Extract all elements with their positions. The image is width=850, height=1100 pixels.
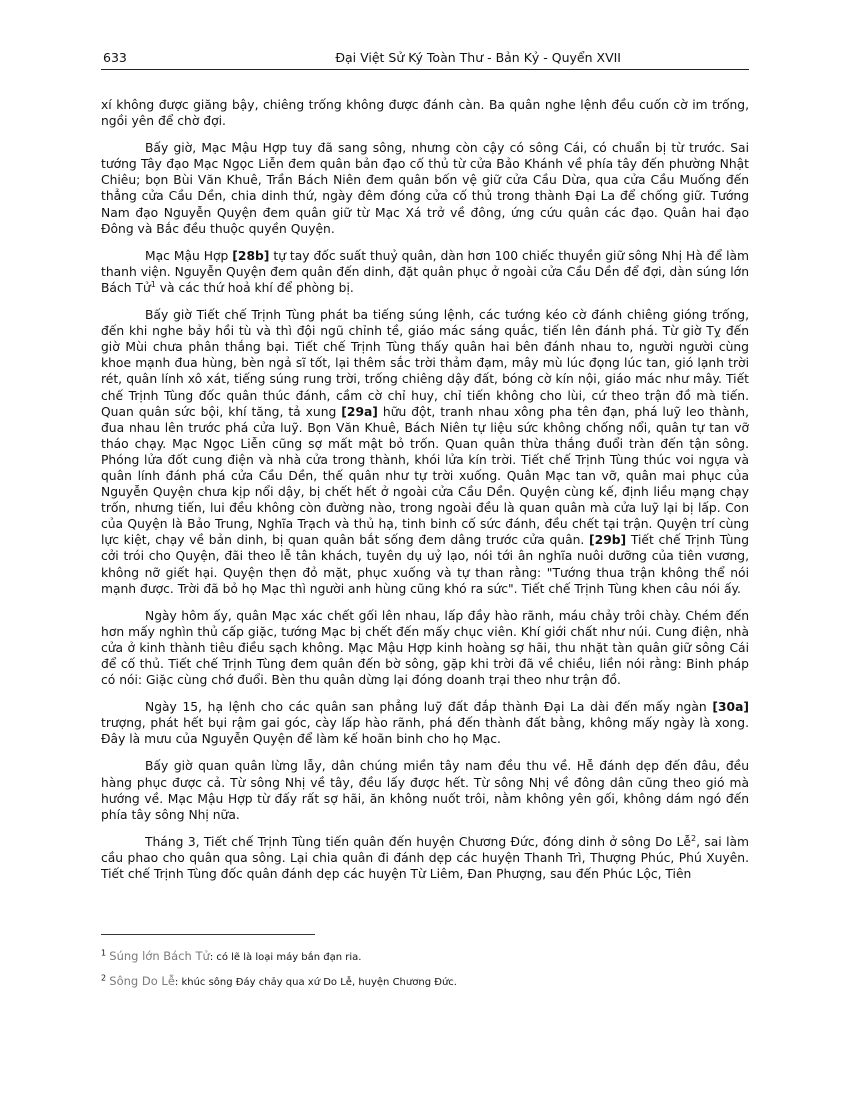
text-run: Bấy giờ, Mạc Mậu Hợp tuy đã sang sông, nhưng còn cậy có sông Cái, có chuẩn bị từ trước. Sai tướng Tây đạo Mạc Ngọc Liễn đem quân bản đạo cố thủ từ cửa Bảo Khánh về phía tây đến phường Nhật Chiêu; bọn Bùi Văn Khuê, Trần Bách Niên đem quân bốn vệ giữ cửa Cầu Dừa, qua cửa Cầu Muống đến thẳng cửa Cầu Dền, chia dinh thứ, ngày đêm đóng cửa cố thủ trong thành Đại La để chống giữ. Tướng Nam đạo Nguyễn Quyện đem quân giữ từ Mạc Xá trở về đông, ứng cứu quân các đạo. Quân hai đạo Đông và Bắc đều thuộc quyền Quyện. [101, 141, 749, 236]
paragraph [101, 608, 749, 688]
folio-marker: [29b] [589, 533, 627, 548]
text-run: Ngày 15, hạ lệnh cho các quân san phẳng luỹ đất đắp thành Đại La dài đến mấy ngàn [145, 700, 713, 715]
body-text [101, 97, 749, 893]
footnote-text: : khúc sông Đáy chảy qua xứ Do Lễ, huyện Chương Đức. [174, 977, 457, 988]
text-run: trượng, phát hết bụi rậm gai góc, cày lấp hào rãnh, phá đến thành đất bằng, không mấy ngày là xong. Đây là mưu của Nguyễn Quyện để làm kế hoãn binh cho họ Mạc. [101, 716, 749, 747]
footnote-ref[interactable]: 2 [690, 833, 697, 843]
paragraph [101, 834, 749, 882]
footnote-term: Súng lớn Bách Tử [109, 949, 210, 963]
folio-marker: [29a] [341, 404, 378, 419]
running-title: Đại Việt Sử Ký Toàn Thư - Bản Kỷ - Quyển XVII [335, 50, 621, 65]
text-run: và các thứ hoả khí để phòng bị. [155, 280, 354, 295]
paragraph [101, 758, 749, 822]
footnote-term: Sông Do Lễ [109, 974, 175, 988]
text-run: Bấy giờ quan quân lừng lẫy, dân chúng miền tây nam đều thu về. Hễ đánh dẹp đến đâu, đều hàng phục được cả. Từ sông Nhị về tây, đều lấy được hết. Từ sông Nhị về đông dân cũng theo gió mà hướng về. Mạc Mậu Hợp từ đấy rất sợ hãi, ăn không nuốt trôi, nằm không yên gối, không dám ngó đến phía tây sông Nhị nữa. [101, 759, 749, 822]
folio-marker: [28b] [232, 248, 270, 263]
footnote [101, 975, 749, 989]
text-run: Bấy giờ Tiết chế Trịnh Tùng phát ba tiếng súng lệnh, các tướng kéo cờ đánh chiêng gióng trống, đến khi nghe bảy hồi tù và thì đội ngũ chỉnh tề, giáo mác sáng quắc, tiến lên đánh phá. Từ giờ Tỵ đến giờ Mùi chưa phân thắng bại. Tiết chế Trịnh Tùng thấy quân hai bên đánh nhau to, người người cùng khoe mạnh đua hùng, bèn ngả sĩ tốt, lại thêm sắc trời thảm đạm, mây mù lúc đọng lúc tan, gió lạnh trời rét, quân lính xô xát, tiếng súng rung trời, trống chiêng dậy đất, bóng cờ kín nội, giáo mác như mây. Tiết chế Trịnh Tùng đốc quân thúc đánh, cầm cờ chỉ huy, chỉ tiến không cho lùi, cứ theo trận đồ mà tiến. Quan quân sức bội, khí tăng, tả xung [101, 308, 749, 419]
text-run: xí không được giăng bậy, chiêng trống không được đánh càn. Ba quân nghe lệnh đều cuốn cờ im trống, ngồi yên để chờ đợi. [101, 98, 749, 129]
paragraph [101, 248, 749, 296]
text-run: hữu đột, tranh nhau xông pha tên đạn, phá luỹ leo thành, đua nhau lên trước phá cửa luỹ. Bọn Văn Khuê, Bách Niên tự liệu sức không chống nổi, quân tự tan vỡ tháo chạy. Mạc Ngọc Liễn cũng sợ mất mật bỏ trốn. Quan quân thừa thắng đuổi tràn đến tận sông. Phóng lửa đốt cung điện và nhà cửa trong thành, khói lửa kín trời. Tiết chế Trịnh Tùng thúc voi ngựa và quân lính đánh phá cửa Cầu Dền, thế quân như tự trời xuống. Quân Mạc tan vỡ, quân mai phục của Nguyễn Quyện chưa kịp nổi dậy, bị chết hết ở ngoài cửa Cầu Dền. Quyện cùng kế, định liều mạng chạy trốn, nhưng tiến, lui đều không còn đường nào, trong ngoài đều là quan quân mà cửa luỹ lại bị lấp. Con của Quyện là Bảo Trung, Nghĩa Trạch và thủ hạ, tinh binh cố sức đánh, đều chết tại trận. Quyện trí cùng lực kiệt, chạy về bản dinh, bị quan quân bắt sống đem dâng trước cửa quân. [101, 404, 750, 548]
text-run: tự tay đốc suất thuỷ quân, dàn hơn 100 chiếc thuyền giữ sông Nhị Hà để làm thanh viện. Nguyễn Quyện đem quân đến dinh, đặt quân phục ở ngoài cửa Cầu Dền để đợi, dàn súng lớn Bách Tử [101, 248, 749, 295]
footnote-mark: 1 [101, 948, 107, 958]
paragraph [101, 97, 749, 129]
footnotes [101, 950, 749, 1000]
text-run: , sai làm cầu phao cho quân qua sông. Lại chia quân đi đánh dẹp các huyện Thanh Trì, Thượng Phúc, Phú Xuyên. Tiết chế Trịnh Tùng đốc quân đánh dẹp các huyện Từ Liêm, Đan Phượng, sau đến Phúc Lộc, Tiên [101, 834, 750, 882]
folio-marker: [30a] [712, 700, 749, 715]
footnote-mark: 2 [101, 973, 107, 983]
text-run: Ngày hôm ấy, quân Mạc xác chết gối lên nhau, lấp đầy hào rãnh, máu chảy trôi chày. Chém đến hơn mấy nghìn thủ cấp giặc, tướng Mạc bị chết đến mấy chục viên. Khí giới chất như núi. Cung điện, nhà cửa ở kinh thành tiêu điều sạch không. Mạc Mậu Hợp kinh hoàng sợ hãi, thu nhặt tàn quân giữ sông Cái để cố thủ. Tiết chế Trịnh Tùng đem quân đến bờ sông, gặp khi trời đã về chiều, liền nói rằng: Binh pháp có nói: Giặc cùng chớ đuổi. Bèn thu quân dừng lại đóng doanh trại theo như trận đồ. [101, 608, 749, 688]
footnote-ref[interactable]: 1 [150, 279, 156, 289]
page-header [101, 47, 749, 70]
footnote-divider [101, 934, 315, 935]
paragraph [101, 307, 749, 597]
paragraph [101, 140, 749, 237]
text-run: Mạc Mậu Hợp [145, 248, 233, 263]
text-run: Tiết chế Trịnh Tùng cởi trói cho Quyện, đãi theo lễ tân khách, tuyên dụ uỷ lạo, nói tới ân nghĩa nuôi dưỡng của tiên vương, không nỡ giết hại. Quyện thẹn đỏ mặt, phục xuống và tự than rằng: "Tướng thua trận không thể nói mạnh được. Trời đã bỏ họ Mạc thì người anh hùng cũng khó ra sức". Tiết chế Trịnh Tùng khen câu nói ấy. [101, 533, 750, 596]
paragraph [101, 699, 749, 747]
footnote [101, 950, 749, 964]
footnote-text: : có lẽ là loại máy bắn đạn ria. [209, 952, 362, 963]
page-number: 633 [103, 50, 127, 65]
text-run: Tháng 3, Tiết chế Trịnh Tùng tiến quân đến huyện Chương Đức, đóng dinh ở sông Do Lễ [145, 834, 691, 849]
